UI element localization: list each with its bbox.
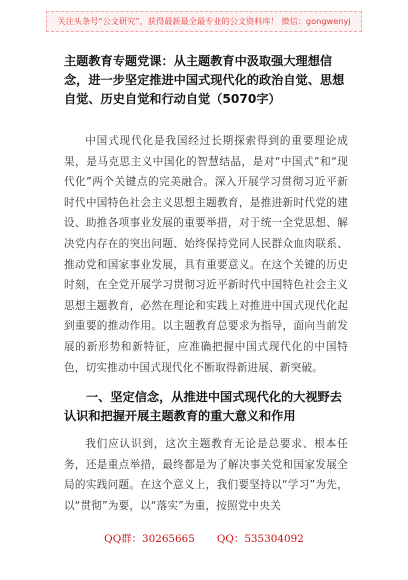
footer [0,530,408,545]
footer-qq-group: QQ群：30265665 [104,533,195,545]
banner-notice: 关注头条号“公文研究”，获得最新最全最专业的公文资料库！ 微信：gongwenyj [46,11,361,32]
header-banner [0,4,408,38]
document-title: 主题教育专题党课：从主题教育中汲取强大理想信念，进一步坚定推进中国式现代化的政治自觉、思想自觉、历史自觉和行动自觉（5070字） [64,54,345,106]
section-heading: 一、坚定信念，从推进中国式现代化的大视野去认识和把握开展主题教育的重大意义和作用 [64,390,342,424]
paragraph: 中国式现代化是我国经过长期探索得到的重要理论成果，是马克思主义中国化的智慧结晶，是对“中国式”和“现代化”两个关键点的完美融合。深入开展学习贯彻习近平新时代中国特色社会主义思想主题教育，是推进新时代党的建设、助推各项事业发展的重要举措，对于统一全党思想、解决党内存在的突出问题、始终保持党同人民群众血肉联系、推动党和国家事业发展，具有重要意义。在这个关键的历史时刻，在全党开展学习贯彻习近平新时代中国特色社会主义思想主题教育，必然在理论和实践上对推进中国式现代化起到重要的推动作用。以主题教育总要求为指导，面向当前发展的新形势和新特征，应准确把握中国式现代化的中国特色，切实推动中国式现代化不断取得新进展、新突破。 [64,135,348,374]
document-body [64,52,348,517]
paragraph: 我们应认识到，这次主题教育无论是总要求、根本任务，还是重点举措，最终都是为了解决事关党和国家发展全局的实践问题。在这个意义上，我们要坚持以“学习”为先，以“贯彻”为要，以“落实”为重，按照党中央关 [64,438,348,512]
footer-qq: QQ：535304092 [216,533,304,545]
